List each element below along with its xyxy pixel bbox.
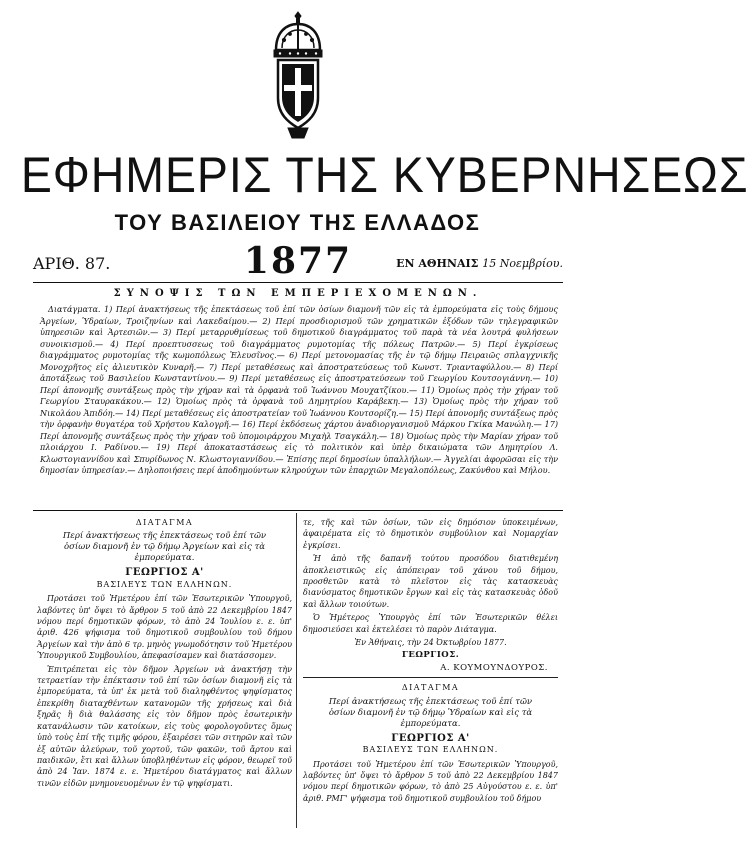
king-name: ΓΕΩΡΓΙΟΣ Α' <box>391 732 470 744</box>
issue-place: ΕΝ ΑΘΗΝΑΙΣ <box>396 257 479 270</box>
right-column <box>303 517 558 806</box>
gazette-title: ΕΦΗΜΕΡΙΣ ΤΗΣ ΚΥΒΕΡΝΗΣΕΩΣ <box>20 147 749 203</box>
decree-heading: ΔΙΑΤΑΓΜΑ <box>135 518 194 527</box>
decree-heading: ΔΙΑΤΑΓΜΑ <box>401 683 460 693</box>
decree-dated: Ἐν Ἀθήναις, τὴν 24 Ὀκτωβρίου 1877. <box>354 638 507 648</box>
left-column <box>37 517 292 791</box>
minister-signature: Α. ΚΟΥΜΟΥΝΔΟΥΡΟΣ. <box>440 662 548 673</box>
king-signature: ΓΕΩΡΓΙΟΣ. <box>401 650 460 661</box>
header-rule <box>33 282 563 283</box>
decree-paragraph: τε, τῆς καὶ τῶν ὁσίων, τῶν εἰς δημόσιον ὑποκειμένων, ἀφαιρέματα εἰς τὸ δημοτικὸν συμβούλιον καὶ Νομαρχίαν ἐγκρίσει. <box>303 518 558 550</box>
decree-subject: Περί ἀνακτήσεως τῆς ἐπεκτάσεως τοῦ ἐπί τῶν ὁσίων διαμονῆ ἐν τῷ δήμῳ Ἀργείων καὶ εἰς τὰ ἐμπορεύματα. <box>62 531 267 564</box>
king-title: ΒΑΣΙΛΕΥΣ ΤΩΝ ΕΛΛΗΝΩΝ. <box>362 745 499 755</box>
king-name: ΓΕΩΡΓΙΟΣ Α' <box>125 567 204 579</box>
decree-paragraph: Ὁ Ἡμέτερος Ὑπουργὸς ἐπί τῶν Ἐσωτερικῶν θέλει δημοσιεύσει καὶ ἐκτελέσει τὸ παρὸν Διάταγμα. <box>303 613 558 634</box>
issue-row <box>33 240 563 282</box>
decree-subject: Περί ἀνακτήσεως τῆς ἐπεκτάσεως τοῦ ἐπί τῶν ὁσίων διαμονῆ ἐν τῷ δήμῳ Ὑδραίων καὶ εἰς τὰ ἐμπορεύματα. <box>328 696 533 729</box>
decree-paragraph: Προτάσει τοῦ Ἡμετέρου ἐπί τῶν Ἐσωτερικῶν Ὑπουργοῦ, λαβόντες ὑπ' ὄψει τὸ ἄρθρον 5 τοῦ ἀπὸ 22 Δεκεμβρίου 1847 νόμου περί δημοτικῶν φόρων, τὸ ἀπὸ 24 Ἰουλίου ε. ε. ὑπ' ἀριθ. 426 ψήφισμα τοῦ δημοτικοῦ συμβουλίου τοῦ δήμου Ἀργείων καὶ τὴν ἀπὸ 6 τρ. μηνὸς γνωμοδότησιν τοῦ Ἡμετέρου Ὑπουργικοῦ Συμβουλίου, ἀπεφασίσαμεν καὶ διατάσσομεν. <box>37 594 292 661</box>
decree-paragraph: Προτάσει τοῦ Ἡμετέρου ἐπί τῶν Ἐσωτερικῶν Ὑπουργοῦ, λαβόντες ὑπ' ὄψει τὸ ἄρθρον 5 τοῦ ἀπὸ 22 Δεκεμβρίου 1847 νόμου περί δημοτικῶν φόρων, τὸ ἀπὸ 25 Αὐγούστου ε. ε. ὑπ' ἀριθ. ΡΜΓ' ψήφισμα τοῦ δημοτικοῦ συμβουλίου τοῦ δήμου <box>303 759 558 803</box>
decree-paragraph: Ἐπιτρέπεται εἰς τὸν δῆμον Ἀργείων νὰ ἀνακτήσῃ τὴν τετραετίαν τὴν ἐπέκτασιν τοῦ ἐπί τῶν ὁσίων διαμονῆ εἰς τὰ ἐμπορεύματα, τὰ ὑπ' ἐκ μετὰ τοῦ διαληφθέντος ψηφίσματος ἐπεκρίθη διαταχθέντων κατανομῶν τῆς χρήσεως καὶ διὰ ξηρᾶς ἢ διὰ θαλάσσης εἰς τὸν δῆμον πρὸς ἐσωτερικὴν κατανάλωσιν τῶν κατοίκων, εἰς τοὺς φορολογοῦντες ὅμως ὑπὸ τοὺς ἐπί τῆς τιμῆς φόρου, ἐξαιρέσει τῶν σιτηρῶν καὶ τῶν ἐξ αὐτῶν ἀλεύρων, τοῦ χορτοῦ, τῶν φακῶν, τοῦ ἄρτου καὶ παιδικῶν, ἔτι καὶ ἄλλων ὑποβληθέντων εἰς φόρον, θεωρεῖ τοῦ ἀπὸ 24 Ἰαν. 1874 ε. ε. Ἡμετέρου διατάγματος καὶ ἄλλων τινῶν εἰδῶν μνημονευομένων ἐν τῷ ψηφίσματι. <box>37 664 292 788</box>
synopsis-rule <box>33 510 563 511</box>
issue-year: 1877 <box>243 240 353 282</box>
column-divider <box>296 513 297 828</box>
royal-coat-of-arms-icon <box>262 10 334 142</box>
decree-paragraph: Ἡ ἀπὸ τῆς δαπανῆ τούτου προσόδου διατιθεμένη ἀποκλειστικῶς εἰς ἀπόπειραν τοῦ χάνου τοῦ δήμου, προσθετῶν κατὰ τὸ πλεῖστον εἰς τὰς κατασκευὰς διανύσματος δημοτικῶν ἔργων καὶ εἰς τὰς κατασκευὰς ὁδοῦ καὶ ἄλλων τοιούτων. <box>303 554 558 609</box>
gazette-subtitle: ΤΟΥ ΒΑΣΙΛΕΙΟΥ ΤΗΣ ΕΛΛΑΔΟΣ <box>114 210 481 235</box>
section-separator <box>303 677 558 678</box>
issue-date: 15 Νοεμβρίου. <box>482 257 563 270</box>
king-title: ΒΑΣΙΛΕΥΣ ΤΩΝ ΕΛΛΗΝΩΝ. <box>96 579 233 589</box>
issue-place-date <box>396 257 563 270</box>
synopsis-text: Διατάγματα. 1) Περί ἀνακτήσεως τῆς ἐπεκτάσεως τοῦ ἐπί τῶν ὁσίων διαμονῆ τῶν εἰς τὰ ἐμπορεύματα εἰς τοὺς δήμους Ἀργείων, Ὑδραίων, Τροιζηνίων καὶ Λακεδαίμου.— 2) Περί προσδιορισμοῦ τῶν χρηματικῶν ἐξόδων τῶν τηλεγραφικῶν ὑπηρεσιῶν καὶ Ἀρτεσιῶν.— 3) Περί μεταρρυθμίσεως τοῦ δημοτικοῦ διαγράμματος τοῦ παρὰ τὰ νέα λουτρά φυλήσεων συνοικισμοῦ.— 4) Περί προεπτυσσεως τοῦ διαγράμματος ρυμοτομίας τῆς πόλεως Πατρῶν.— 5) Περί ἐγκρίσεως διαγράμματος ρυμοτομίας τῆς κωμοπόλεως Ἐλευσῖνος.— 6) Περί μετονομασίας τῆς ἐν τῷ δήμῳ Πειραιῶς σπλαγχνικῆς Μονοχρῆτος εἰς ἁλιευτικὸν Κυναρῆ.— 7) Περί μεταθέσεως καὶ ἀποστρατεύσεως τοῦ Κωνστ. Τριανταφύλλου.— 8) Περί ἀποτάξεως τοῦ Βασιλείου Κωνσταντίνου.— 9) Περί μεταθέσεως εἰς ἀποστρατεύσεων τοῦ Γεωργίου Κουτσογιάννη.— 10) Περί ἀπονομῆς συντάξεως πρὸς τὴν χήραν καὶ τὰ ὀρφανὰ τοῦ Ἰωάννου Μουχατζίκου.— 11) Ὁμοίως πρὸς τὴν χήραν τοῦ Γεωργίου Σταυρακάκου.— 12) Ὁμοίως πρὸς τὰ ὀρφανὰ τοῦ Δημητρίου Καράβεκη.— 13) Ὁμοίως πρὸς τὴν χήραν τοῦ Νικολάου Ἀπιδόη.— 14) Περί μεταθέσεως εἰς ἀποστρατείαν τοῦ Ἰωάννου Κουτσορίζη.— 15) Περί ἀπονομῆς συντάξεως πρὸς τὴν ὀρφανὴν θυγατέρα τοῦ Χρήστου Καλογρῆ.— 16) Περί ἐκδόσεως χάρτου ἀναδιοργανισμοῦ Μάρκου Γκίκα Μανώλη.— 17) Περί ἀπονομῆς συντάξεως πρὸς τὴν χήραν τοῦ ὑπομοιράρχου Μιχαὴλ Τσαγκάλη.— 18) Ὁμοίως πρὸς τὴν Μαρίαν χήραν τοῦ πλοιάρχου Ι. Ραδίνου.— 19) Περί ἀποκαταστάσεως εἰς τὸ πολιτικὸν καὶ ὑπὲρ δικαιώματα τῶν Δημητρίου Λ. Κλωστογιαννίδου καὶ Σπυρίδωνος Ν. Κλωστογιαννίδου.— Ἐπίσης περί δημοσίων ὑπαλλήλων.— Ἀγγελίαι ἀφορῶσαι εἰς τὴν δημοσίαν ὑπηρεσίαν.— Δηλοποιήσεις περί ἀποδημούντων κληρούχων τῶν ἐπαρχιῶν Μεγαλοπόλεως, Ζακύνθου καὶ Μήλου. <box>40 304 558 475</box>
issue-number: ΑΡΙΘ. 87. <box>33 254 111 273</box>
synopsis-heading: ΣΥΝΟΨΙΣ ΤΩΝ ΕΜΠΕΡΙΕΧΟΜΕΝΩΝ. <box>113 288 483 299</box>
